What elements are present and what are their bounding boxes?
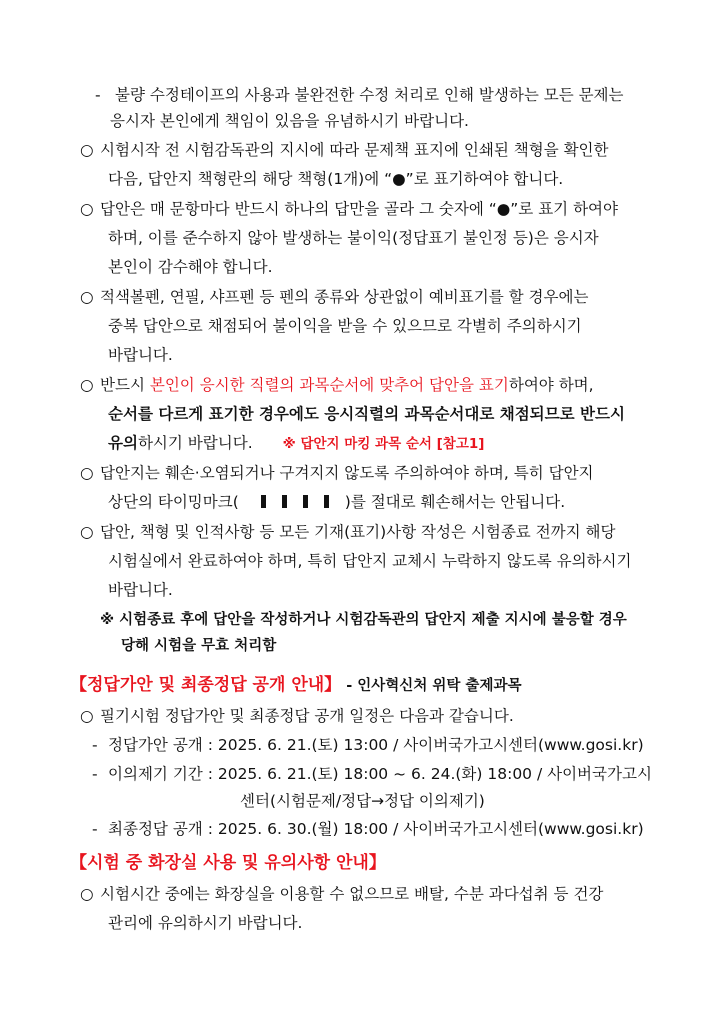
final-answer-schedule: - 최종정답 공개 : 2025. 6. 30.(월) 18:00 / 사이버국가고시센터(www.gosi.kr) (92, 816, 644, 842)
restroom-heading: 【시험 중 화장실 사용 및 유의사항 안내】 (70, 853, 386, 873)
circle-marker: ○ (80, 885, 94, 903)
one-answer-line3: 본인이 감수해야 합니다. (108, 258, 273, 276)
subject-order-line3: 유의하시기 바랍니다. ※ 답안지 마킹 과목 순서 [참고1] (108, 434, 485, 452)
circle-marker: ○ (80, 523, 94, 541)
circle-marker: ○ (80, 376, 94, 394)
restroom-line1: ○ 시험시간 중에는 화장실을 이용할 수 없으므로 배탈, 수분 과다섭취 등 건강 (80, 881, 603, 907)
circle-marker: ○ (80, 707, 94, 725)
timing-mark-icon (261, 495, 266, 508)
dash-marker: - (95, 86, 101, 104)
complete-before-end-line3: 바랍니다. (108, 581, 173, 599)
marking-order-reference: ※ 답안지 마킹 과목 순서 [참고1] (282, 436, 485, 452)
one-answer-line1: ○ 답안은 매 문항마다 반드시 하나의 답만을 골라 그 숫자에 “●”로 표기 하여야 (80, 196, 618, 222)
tape-warning-line2: 응시자 본인에게 책임이 있음을 유념하시기 바랍니다. (110, 112, 469, 130)
answer-release-subtitle: - 인사혁신처 위탁 출제과목 (341, 678, 522, 694)
objection-period-line2: 센터(시험문제/정답→정답 이의제기) (240, 792, 485, 810)
circle-marker: ○ (80, 288, 94, 306)
pen-type-line1: ○ 적색볼펜, 연필, 샤프펜 등 펜의 종류와 상관없이 예비표기를 할 경우에는 (80, 284, 588, 310)
tape-warning-line1: - 불량 수정테이프의 사용과 불완전한 수정 처리로 인해 발생하는 모든 문제는 (95, 82, 624, 108)
timing-mark-icon (303, 495, 308, 508)
dash-marker: - (92, 765, 98, 783)
circle-marker: ○ (80, 141, 94, 159)
pen-type-line2: 중복 답안으로 채점되어 불이익을 받을 수 있으므로 각별히 주의하시기 (108, 317, 582, 335)
pen-type-line3: 바랍니다. (108, 346, 173, 364)
booklet-type-line1: ○ 시험시작 전 시험감독관의 지시에 따라 문제책 표지에 인쇄된 책형을 확인한 (80, 137, 609, 163)
answer-release-heading: 【정답가안 및 최종정답 공개 안내】 - 인사혁신처 위탁 출제과목 (70, 675, 522, 695)
answer-release-intro: ○ 필기시험 정답가안 및 최종정답 공개 일정은 다음과 같습니다. (80, 703, 514, 729)
complete-before-end-line1: ○ 답안, 책형 및 인적사항 등 모든 기재(표기)사항 작성은 시험종료 전까지 해당 (80, 519, 615, 545)
subject-order-line1: ○ 반드시 본인이 응시한 직렬의 과목순서에 맞추어 답안을 표기하여야 하며, (80, 372, 594, 398)
draft-answer-schedule: - 정답가안 공개 : 2025. 6. 21.(토) 13:00 / 사이버국가고시센터(www.gosi.kr) (92, 732, 644, 758)
timing-mark-icon (282, 495, 287, 508)
complete-before-end-line2: 시험실에서 완료하여야 하며, 특히 답안지 교체시 누락하지 않도록 유의하시기 (108, 552, 632, 570)
subject-order-emphasis: 본인이 응시한 직렬의 과목순서에 맞추어 답안을 표기 (149, 376, 509, 394)
booklet-type-line2: 다음, 답안지 책형란의 해당 책형(1개)에 “●”로 표기하여야 합니다. (108, 170, 564, 188)
one-answer-line2: 하며, 이를 준수하지 않아 발생하는 불이익(정답표기 불인정 등)은 응시자 (108, 229, 599, 247)
subject-order-line2: 순서를 다르게 표기한 경우에도 응시직렬의 과목순서대로 채점되므로 반드시 (108, 405, 625, 423)
circle-marker: ○ (80, 200, 94, 218)
timing-mark-icon (324, 495, 329, 508)
dash-marker: - (92, 820, 98, 838)
timing-mark-line2: 상단의 타이밍마크( )를 절대로 훼손해서는 안됩니다. (108, 493, 566, 511)
objection-period-line1: - 이의제기 기간 : 2025. 6. 21.(토) 18:00 ~ 6. 24.(화) 18:00 / 사이버국가고시 (92, 761, 652, 787)
restroom-line2: 관리에 유의하시기 바랍니다. (108, 914, 303, 932)
dash-marker: - (92, 736, 98, 754)
timing-mark-line1: ○ 답안지는 훼손·오염되거나 구겨지지 않도록 주의하여야 하며, 특히 답안지 (80, 460, 594, 486)
circle-marker: ○ (80, 464, 94, 482)
invalidation-notice-line1: ※ 시험종료 후에 답안을 작성하거나 시험감독관의 답안지 제출 지시에 불응할 경우 (100, 612, 627, 628)
invalidation-notice-line2: 당해 시험을 무효 처리함 (121, 638, 277, 654)
